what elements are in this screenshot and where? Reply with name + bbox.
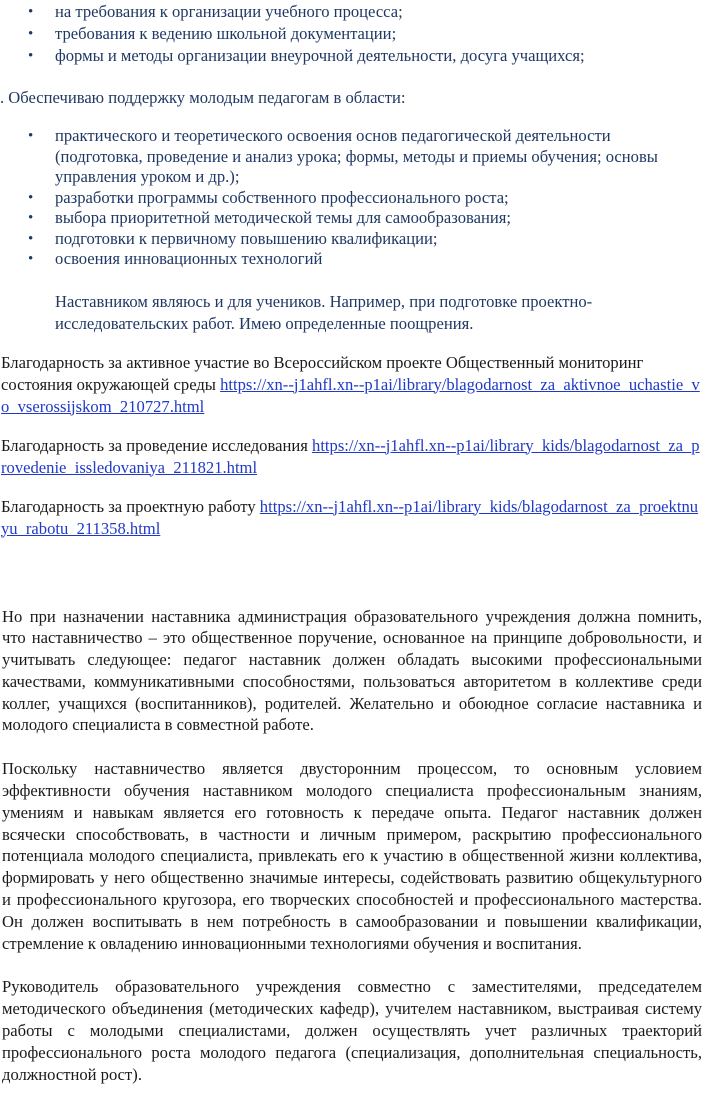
list-item: • практического и теоретического освоения основ педагогической деятельности (подготовка, проведение и анализ урока; формы, методы и приемы обучения; основы управления уроком и др.);: [0, 126, 704, 188]
thanks-link[interactable]: https://xn--j1ahfl.xn--p1ai/library_kids/blagodarnost_za_proektnuyu_rabotu_211358.html: [1, 496, 699, 538]
list-item: • подготовки к первичному повышению квалификации;: [0, 229, 704, 250]
body-paragraph: Поскольку наставничество является двусторонним процессом, то основным условием эффективности обучения наставником молодого специалиста профессиональным знаниям, умениям и навыкам является его готовность к передаче опыта. Педагог наставник должен всячески способствовать, в частности и личным примером, раскрытию профессионального потенциала молодого специалиста, привлекать его к участию в общественной жизни коллектива, формировать у него общественно значимые интересы, содействовать развитию общекультурного и профессионального кругозора, его творческих способностей и профессионального мастерства. Он должен воспитывать в нем потребность в самообразовании и повышении квалификации, стремление к овладению инновационными технологиями обучения и воспитания.: [2, 759, 702, 953]
list-item: • требования к ведению школьной документации;: [0, 23, 704, 45]
support-list: [0, 126, 704, 270]
support-lead: . Обеспечиваю поддержку молодым педагогам в области:: [0, 88, 406, 107]
thanks-text: Благодарность за проведение исследования: [1, 435, 313, 455]
thanks-link[interactable]: https://xn--j1ahfl.xn--p1ai/library/blagodarnost_za_aktivnoe_uchastie_vo_vserossijskom_210727.html: [1, 374, 700, 416]
list-item: • освоения инновационных технологий: [0, 249, 704, 270]
thanks-text: Благодарность за проектную работу: [1, 496, 260, 516]
thanks-link[interactable]: https://xn--j1ahfl.xn--p1ai/library_kids/blagodarnost_za_provedenie_issledovaniya_211821.html: [1, 435, 700, 477]
body-paragraph: Но при назначении наставника администрация образовательного учреждения должна помнить, что наставничество – это общественное поручение, основанное на принципе добровольности, и учитывать следующее: педагог наставник должен обладать высокими профессиональными качествами, коммуникативными способностями, пользоваться авторитетом в коллективе среди коллег, учащихся (воспитанников), родителей. Желательно и обоюдное согласие наставника и молодого специалиста в совместной работе.: [2, 606, 702, 735]
thanks-text: Благодарность за активное участие во Всероссийском проекте Общественный мониторинг состояния окружающей среды: [1, 352, 644, 394]
list-item: • на требования к организации учебного процесса;: [0, 1, 704, 23]
thanks-item: [0, 496, 704, 540]
mentor-note: Наставником являюсь и для учеников. Например, при подготовке проектно-исследовательских работ. Имею определенные поощрения.: [55, 291, 593, 333]
list-item: • выбора приоритетной методической темы для самообразования;: [0, 208, 704, 229]
list-item: • формы и методы организации внеурочной деятельности, досуга учащихся;: [0, 45, 704, 67]
list-item: • разработки программы собственного профессионального роста;: [0, 188, 704, 209]
thanks-item: [0, 352, 704, 418]
body-paragraph: Руководитель образовательного учреждения совместно с заместителями, председателем методического объединения (методических кафедр), учителем наставником, выстраивая систему работы с молодыми специалистами, должен осуществлять учет различных траекторий профессионального роста молодого педагога (специализация, дополнительная специальность, должностной рост).: [2, 977, 702, 1084]
duties-list: [0, 1, 704, 67]
thanks-item: [0, 435, 704, 479]
